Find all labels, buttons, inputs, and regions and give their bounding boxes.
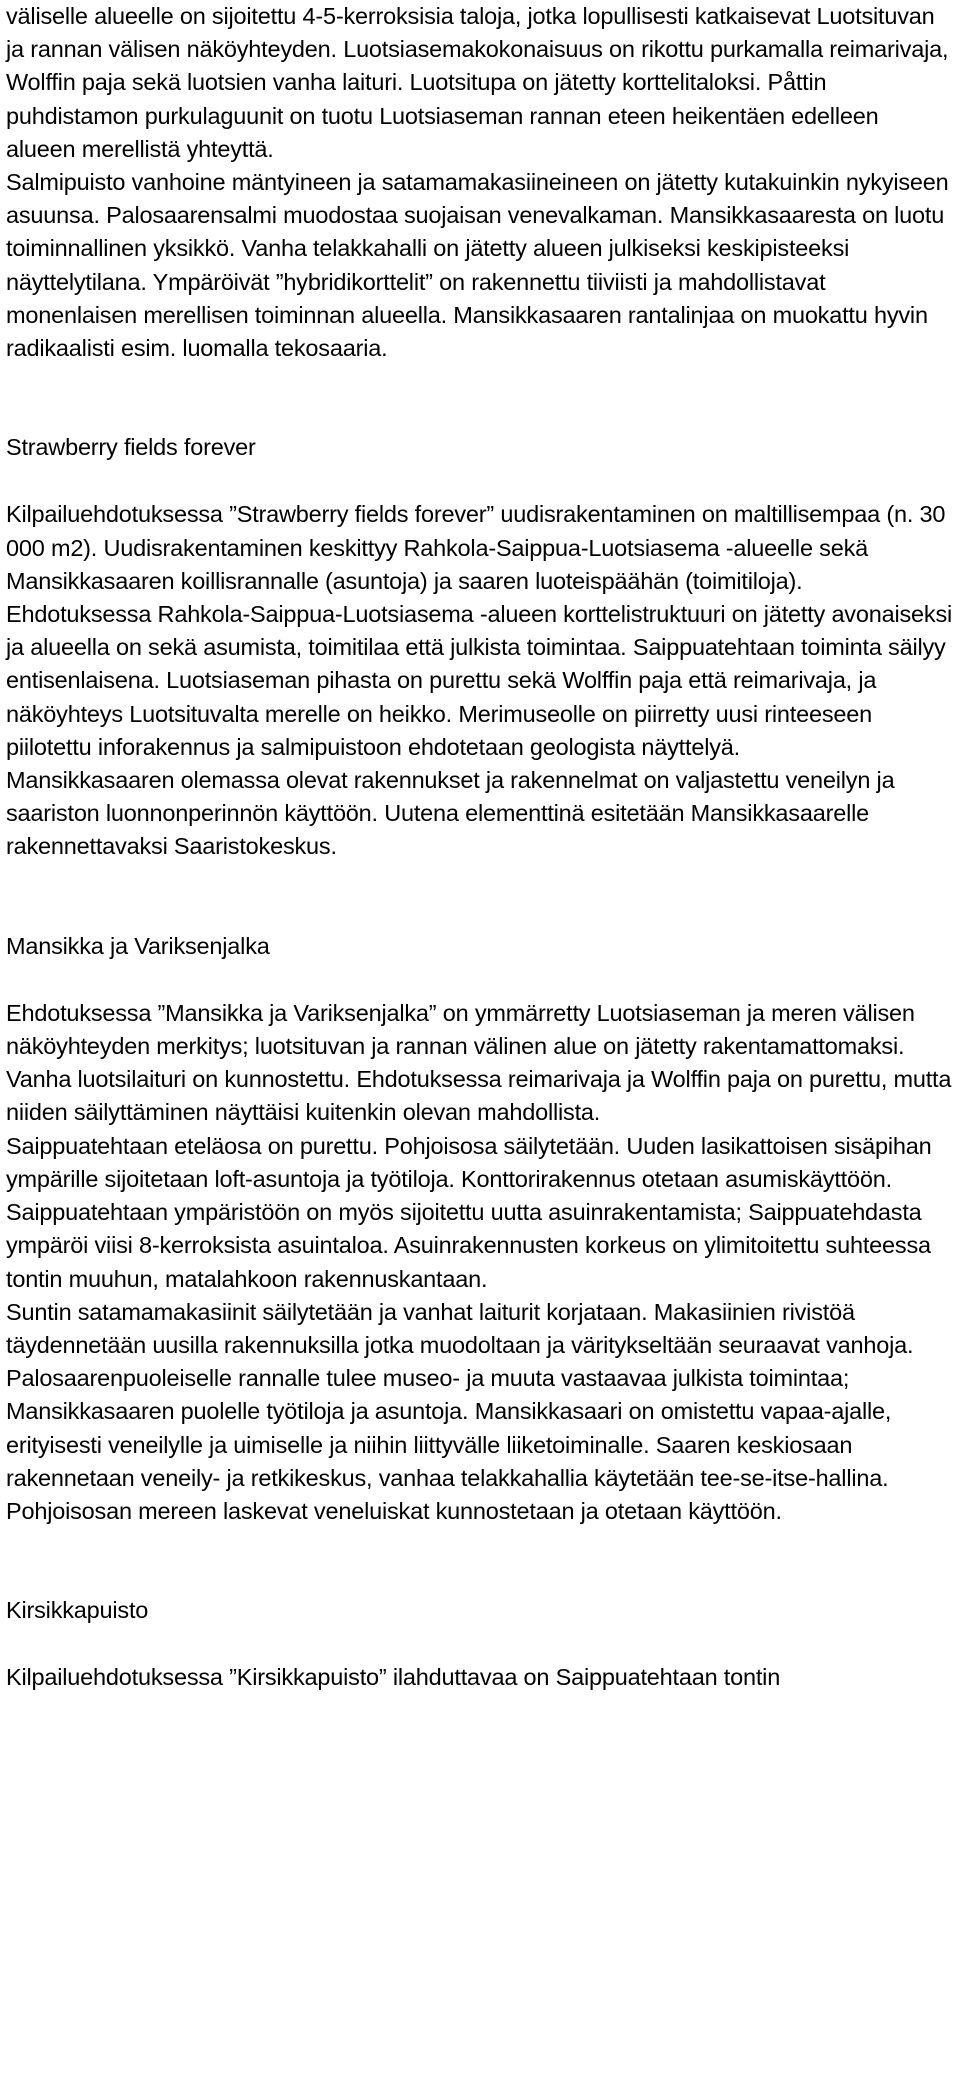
- spacer: [6, 1528, 954, 1594]
- section-paragraph: Suntin satamamakasiinit säilytetään ja vanhat laiturit korjataan. Makasiinien rivistöä täydennetään uusilla rakennuksilla jotka muodoltaan ja väritykseltään seuraavat vanhoja. Palosaarenpuoleiselle rannalle tulee museo- ja muuta vastaavaa julkista toimintaa; Mansikkasaaren puolelle työtiloja ja asuntoja. Mansikkasaari on omistettu vapaa-ajalle, erityisesti veneilylle ja uimiselle ja niihin liittyvälle liiketoiminalle. Saaren keskiosaan rakennetaan veneily- ja retkikeskus, vanhaa telakkahallia käytetään tee-se-itse-hallina. Pohjoisosan mereen laskevat veneluiskat kunnostetaan ja otetaan käyttöön.: [6, 1298, 914, 1524]
- section-paragraph: Ehdotuksessa Rahkola-Saippua-Luotsiasema -alueen korttelistruktuuri on jätetty avonaiseksi ja alueella on sekä asumista, toimitilaa että julkista toimintaa. Saippuatehtaan toiminta säilyy entisenlaisena. Luotsiaseman pihasta on purettu sekä Wolffin paja että reimarivaja, ja näköyhteys Luotsituvalta merelle on heikko. Merimuseolle on piirretty uusi rinteeseen piilotettu inforakennus ja salmipuistoon ehdotetaan geologista näyttelyä.: [6, 601, 953, 760]
- section-paragraph: Kilpailuehdotuksessa ”Strawberry fields forever” uudisrakentaminen on maltillisempaa (n. 30 000 m2). Uudisrakentaminen keskittyy Rahkola-Saippua-Luotsiasema -alueelle sekä Mansikkasaaren koillisrannalle (asuntoja) ja saaren luoteispäähän (toimitiloja).: [6, 501, 946, 594]
- section-heading: Mansikka ja Variksenjalka: [6, 932, 270, 959]
- spacer: [6, 464, 954, 498]
- section-heading: Strawberry fields forever: [6, 434, 256, 461]
- section-paragraph: Mansikkasaaren olemassa olevat rakennukset ja rakennelmat on valjastettu veneilyn ja saariston luonnonperinnön käyttöön. Uutena elementtinä esitetään Mansikkasaarelle rakennettavaksi Saaristokeskus.: [6, 767, 895, 860]
- spacer: [6, 1627, 954, 1661]
- spacer: [6, 365, 954, 431]
- section-paragraph: Kilpailuehdotuksessa ”Kirsikkapuisto” ilahduttavaa on Saippuatehtaan tontin: [6, 1664, 781, 1691]
- spacer: [6, 963, 954, 997]
- section-heading: Kirsikkapuisto: [6, 1597, 149, 1624]
- spacer: [6, 864, 954, 930]
- section-paragraph: Saippuatehtaan eteläosa on purettu. Pohjoisosa säilytetään. Uuden lasikattoisen sisäpihan ympärille sijoitetaan loft-asuntoja ja työtiloja. Konttorirakennus otetaan asumiskäyttöön. Saippuatehtaan ympäristöön on myös sijoitettu uutta asuinrakentamista; Saippuatehdasta ympäröi viisi 8-kerroksista asuintaloa. Asuinrakennusten korkeus on ylimitoitettu suhteessa tontin muuhun, matalahkoon rakennuskantaan.: [6, 1132, 932, 1292]
- intro-paragraph: Salmipuisto vanhoine mäntyineen ja satamamakasiineineen on jätetty kutakuinkin nykyiseen asuunsa. Palosaarensalmi muodostaa suojaisan venevalkaman. Mansikkasaaresta on luotu toiminnallinen yksikkö. Vanha telakkahalli on jätetty alueen julkiseksi keskipisteeksi näyttelytilana. Ympäröivät ”hybridikorttelit” on rakennettu tiiviisti ja mahdollistavat monenlaisen merellisen toiminnan alueella. Mansikkasaaren rantalinjaa on muokattu hyvin radikaalisti esim. luomalla tekosaaria.: [6, 169, 949, 362]
- intro-paragraph: väliselle alueelle on sijoitettu 4-5-kerroksisia taloja, jotka lopullisesti katkaisevat Luotsituvan ja rannan välisen näköyhteyden. Luotsiasemakokonaisuus on rikottu purkamalla reimarivaja, Wolffin paja sekä luotsien vanha laituri. Luotsitupa on jätetty korttelitaloksi. Påttin puhdistamon purkulaguunit on tuotu Luotsiaseman rannan eteen heikentäen edelleen alueen merellistä yhteyttä.: [6, 3, 949, 162]
- section-paragraph: Ehdotuksessa ”Mansikka ja Variksenjalka” on ymmärretty Luotsiaseman ja meren välisen näköyhteyden merkitys; luotsituvan ja rannan välinen alue on jätetty rakentamattomaksi. Vanha luotsilaituri on kunnostettu. Ehdotuksessa reimarivaja ja Wolffin paja on purettu, mutta niiden säilyttäminen näyttäisi kuitenkin olevan mahdollista.: [6, 999, 952, 1126]
